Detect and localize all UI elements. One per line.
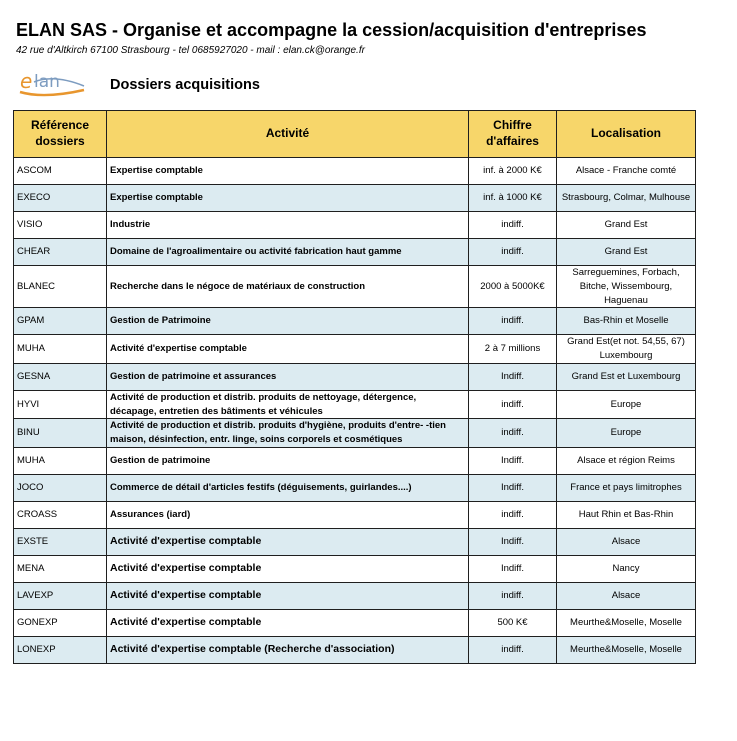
cell-reference: GONEXP [14,609,107,636]
table-row [14,555,696,582]
cell-reference: MUHA [14,335,107,364]
cell-localisation: Alsace [557,582,696,609]
cell-chiffre-affaires: Indiff. [469,555,557,582]
table-row [14,501,696,528]
cell-activite: Gestion de Patrimoine [107,308,469,335]
cell-reference: VISIO [14,212,107,239]
cell-reference: CROASS [14,501,107,528]
cell-activite: Gestion de patrimoine et assurances [107,363,469,390]
cell-activite: Industrie [107,212,469,239]
cell-localisation: Sarreguemines, Forbach, Bitche, Wissembourg, Haguenau [557,266,696,308]
cell-chiffre-affaires: indiff. [469,212,557,239]
cell-chiffre-affaires: indiff. [469,239,557,266]
table-row [14,266,696,308]
cell-reference: GESNA [14,363,107,390]
cell-chiffre-affaires: indiff. [469,419,557,448]
cell-chiffre-affaires: indiff. [469,390,557,419]
table-row [14,212,696,239]
table-row [14,447,696,474]
cell-activite: Gestion de patrimoine [107,447,469,474]
cell-reference: EXECO [14,185,107,212]
cell-localisation: Meurthe&Moselle, Moselle [557,636,696,663]
cell-chiffre-affaires: indiff. [469,308,557,335]
cell-localisation: Europe [557,390,696,419]
cell-reference: MENA [14,555,107,582]
cell-localisation: Europe [557,419,696,448]
table-row [14,335,696,364]
cell-localisation: Haut Rhin et Bas-Rhin [557,501,696,528]
cell-activite: Assurances (iard) [107,501,469,528]
table-row [14,636,696,663]
cell-activite: Activité de production et distrib. produits d'hygiène, produits d'entre- -tien maison, désinfection, entr. linge, soins corporels et cosmétiques [107,419,469,448]
cell-reference: CHEAR [14,239,107,266]
cell-chiffre-affaires: indiff. [469,582,557,609]
column-header-chiffre-affaires: Chiffre d'affaires [469,111,557,158]
cell-chiffre-affaires: 2000 à 5000K€ [469,266,557,308]
svg-text:e: e [20,69,33,93]
cell-chiffre-affaires: indiff. [469,501,557,528]
column-header-activite: Activité [107,111,469,158]
cell-activite: Expertise comptable [107,158,469,185]
cell-localisation: Alsace - Franche comté [557,158,696,185]
table-row [14,239,696,266]
cell-reference: HYVI [14,390,107,419]
table-row [14,308,696,335]
cell-activite: Activité d'expertise comptable [107,555,469,582]
cell-activite: Commerce de détail d'articles festifs (déguisements, guirlandes....) [107,474,469,501]
column-header-reference: Référence dossiers [14,111,107,158]
table-row [14,474,696,501]
table-row [14,528,696,555]
column-header-localisation: Localisation [557,111,696,158]
cell-reference: EXSTE [14,528,107,555]
cell-chiffre-affaires: inf. à 2000 K€ [469,158,557,185]
cell-activite: Domaine de l'agroalimentaire ou activité fabrication haut gamme [107,239,469,266]
cell-activite: Activité de production et distrib. produits de nettoyage, détergence, décapage, entretien des bâtiments et véhicules [107,390,469,419]
table-row [14,609,696,636]
cell-chiffre-affaires: inf. à 1000 K€ [469,185,557,212]
cell-activite: Activité d'expertise comptable [107,528,469,555]
cell-localisation: Bas-Rhin et Moselle [557,308,696,335]
cell-chiffre-affaires: 2 à 7 millions [469,335,557,364]
elan-logo [14,66,92,100]
cell-reference: BLANEC [14,266,107,308]
company-address: 42 rue d'Altkirch 67100 Strasbourg - tel 0685927020 - mail : elan.ck@orange.fr [16,45,365,56]
cell-chiffre-affaires: Indiff. [469,363,557,390]
section-title: Dossiers acquisitions [110,77,260,93]
cell-reference: LAVEXP [14,582,107,609]
page-title: ELAN SAS - Organise et accompagne la cession/acquisition d'entreprises [16,20,647,40]
svg-text:lan: lan [34,72,60,92]
cell-chiffre-affaires: 500 K€ [469,609,557,636]
cell-activite: Recherche dans le négoce de matériaux de construction [107,266,469,308]
table-row [14,158,696,185]
cell-localisation: Meurthe&Moselle, Moselle [557,609,696,636]
table-row [14,363,696,390]
cell-reference: LONEXP [14,636,107,663]
cell-localisation: Alsace et région Reims [557,447,696,474]
cell-localisation: Grand Est [557,239,696,266]
cell-activite: Expertise comptable [107,185,469,212]
cell-localisation: France et pays limitrophes [557,474,696,501]
cell-chiffre-affaires: Indiff. [469,447,557,474]
cell-activite: Activité d'expertise comptable [107,609,469,636]
cell-activite: Activité d'expertise comptable [107,582,469,609]
cell-chiffre-affaires: indiff. [469,636,557,663]
table-body [14,158,696,664]
cell-localisation: Grand Est [557,212,696,239]
table-row [14,419,696,448]
cell-activite: Activité d'expertise comptable (Recherche d'association) [107,636,469,663]
cell-reference: BINU [14,419,107,448]
cell-localisation: Strasbourg, Colmar, Mulhouse [557,185,696,212]
cell-activite: Activité d'expertise comptable [107,335,469,364]
cell-localisation: Grand Est et Luxembourg [557,363,696,390]
table-row [14,582,696,609]
acquisitions-table [13,110,696,664]
cell-chiffre-affaires: Indiff. [469,528,557,555]
cell-reference: GPAM [14,308,107,335]
cell-reference: MUHA [14,447,107,474]
cell-localisation: Alsace [557,528,696,555]
table-header-row [14,111,696,158]
table-row [14,390,696,419]
cell-localisation: Nancy [557,555,696,582]
cell-reference: JOCO [14,474,107,501]
cell-chiffre-affaires: Indiff. [469,474,557,501]
cell-reference: ASCOM [14,158,107,185]
table-row [14,185,696,212]
cell-localisation: Grand Est(et not. 54,55, 67) Luxembourg [557,335,696,364]
